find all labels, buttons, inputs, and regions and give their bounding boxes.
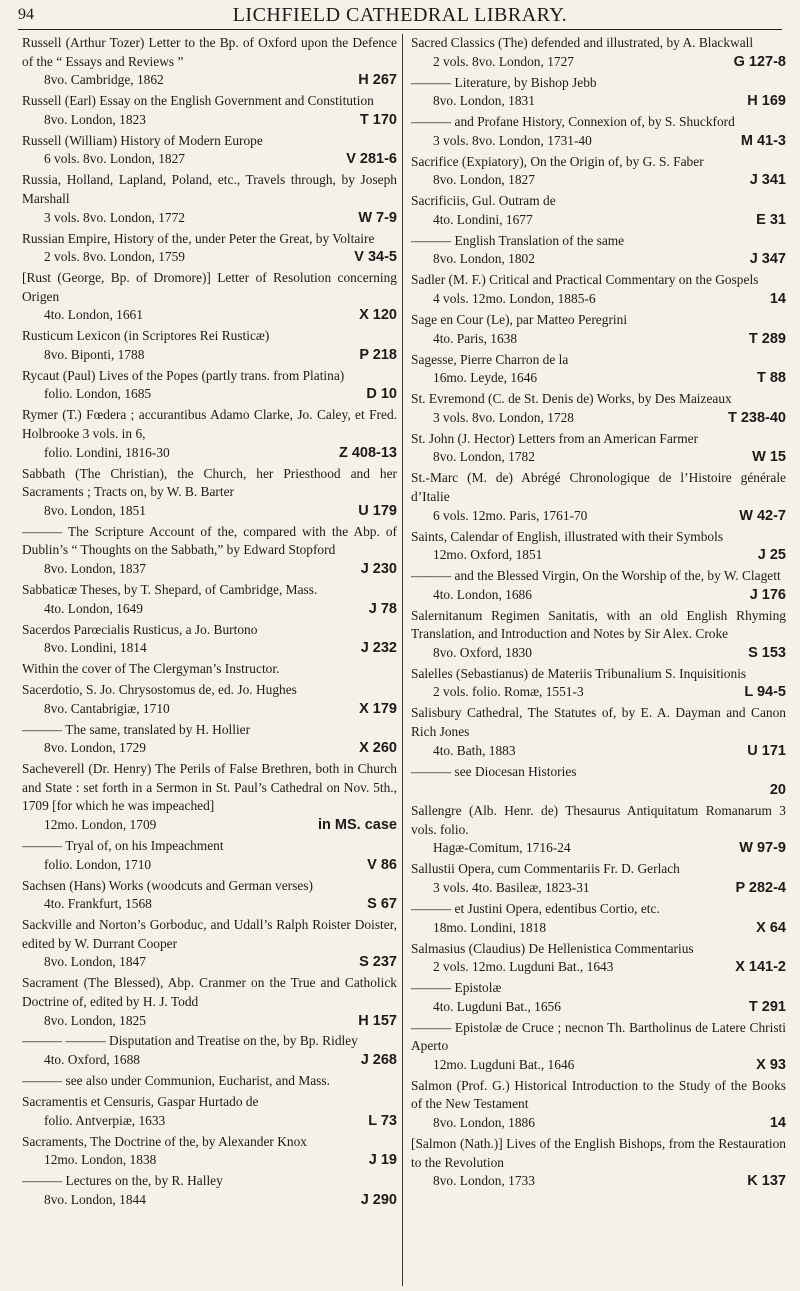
catalogue-entry xyxy=(22,1172,397,1209)
entry-imprint xyxy=(411,1172,786,1191)
entry-imprint xyxy=(22,444,397,463)
entry-format-place-year: 3 vols. 8vo. London, 1728 xyxy=(433,409,574,425)
entry-format-place-year: 6 vols. 12mo. Paris, 1761-70 xyxy=(433,507,588,523)
entry-shelfmark: in MS. case xyxy=(318,817,397,833)
catalogue-entry xyxy=(411,430,786,467)
entry-heading: St. John (J. Hector) Letters from an American Farmer xyxy=(411,430,699,446)
catalogue-entry xyxy=(22,406,397,462)
catalogue-entry xyxy=(22,171,397,227)
entry-imprint xyxy=(22,953,397,972)
entry-shelfmark: X 120 xyxy=(359,307,397,324)
entry-imprint xyxy=(22,209,397,228)
entry-heading: Sacrament (The Blessed), Abp. Cranmer on the True and Catholick Doctrine of, edited by H. J. Todd xyxy=(22,975,397,1009)
entry-imprint xyxy=(411,919,786,938)
entry-heading: ——— Epistolæ de Cruce ; necnon Th. Bartholinus de Latere Christi Aperto xyxy=(411,1019,786,1054)
entry-shelfmark: T 289 xyxy=(748,330,786,347)
catalogue-entry xyxy=(22,1133,397,1170)
entry-shelfmark: X 260 xyxy=(359,740,397,757)
entry-format-place-year: 8vo. London, 1837 xyxy=(44,560,146,576)
entry-shelfmark: E 31 xyxy=(756,211,786,228)
entry-shelfmark: U 179 xyxy=(358,502,397,519)
entry-format-place-year: 4to. Oxford, 1688 xyxy=(44,1052,140,1068)
entry-format-place-year: 12mo. Oxford, 1851 xyxy=(433,547,543,563)
entry-shelfmark: J 341 xyxy=(749,172,786,189)
entry-format-place-year: 8vo. London, 1825 xyxy=(44,1012,146,1028)
entry-heading: Sabbaticæ Theses, by T. Shepard, of Cambridge, Mass. xyxy=(22,581,318,597)
entry-imprint xyxy=(411,1114,786,1133)
entry-heading: St. Evremond (C. de St. Denis de) Works, by Des Maizeaux xyxy=(411,391,732,407)
entry-heading: ——— Lectures on the, by R. Halley xyxy=(22,1173,223,1189)
entry-shelfmark: X 141-2 xyxy=(735,959,786,976)
catalogue-entry xyxy=(22,681,397,718)
catalogue-entry xyxy=(22,581,397,618)
entry-heading: Sagesse, Pierre Charron de la xyxy=(411,351,569,367)
entry-format-place-year: 8vo. Cantabrigiæ, 1710 xyxy=(44,700,170,716)
entry-heading: Sadler (M. F.) Critical and Practical Commentary on the Gospels xyxy=(411,272,759,288)
entry-format-place-year: 8vo. London, 1844 xyxy=(44,1191,146,1207)
header-rule xyxy=(18,29,782,30)
entry-format-place-year: folio. Antverpiæ, 1633 xyxy=(44,1112,166,1128)
entry-shelfmark: J 230 xyxy=(360,560,397,577)
entry-imprint xyxy=(411,330,786,349)
entry-imprint xyxy=(22,306,397,325)
catalogue-entry xyxy=(411,1077,786,1133)
entry-heading: Sacred Classics (The) defended and illustrated, by A. Blackwall xyxy=(411,35,754,50)
entry-imprint xyxy=(411,132,786,151)
entry-heading: ——— Literature, by Bishop Jebb xyxy=(411,74,597,90)
entry-heading: Russia, Holland, Lapland, Poland, etc., Travels through, by Joseph Marshall xyxy=(22,172,397,206)
entry-imprint xyxy=(22,1112,397,1131)
catalogue-entry xyxy=(22,1032,397,1069)
catalogue-entry xyxy=(22,916,397,972)
entry-shelfmark: J 176 xyxy=(749,586,786,603)
entry-imprint xyxy=(22,1051,397,1070)
entry-shelfmark: H 267 xyxy=(358,72,397,89)
entry-shelfmark: J 25 xyxy=(757,547,786,564)
catalogue-entry xyxy=(411,113,786,150)
entry-shelfmark: J 78 xyxy=(368,600,397,617)
entry-heading: Sage en Cour (Le), par Matteo Peregrini xyxy=(411,312,628,328)
entry-heading: Salmon (Prof. G.) Historical Introduction to the Study of the Books of the New Testament xyxy=(411,1077,786,1112)
catalogue-entry xyxy=(22,230,397,267)
entry-heading: ——— Epistolæ xyxy=(411,980,502,996)
entry-imprint xyxy=(411,1056,786,1075)
entry-imprint xyxy=(22,385,397,404)
entry-shelfmark: K 137 xyxy=(747,1173,786,1190)
entry-imprint xyxy=(22,739,397,758)
entry-heading: Salisbury Cathedral, The Statutes of, by E. A. Dayman and Canon Rich Jones xyxy=(411,705,786,740)
entry-shelfmark: W 97-9 xyxy=(739,840,786,857)
entry-heading: Salelles (Sebastianus) de Materiis Tribunalium S. Inquisitionis xyxy=(411,665,747,681)
entry-imprint xyxy=(22,856,397,875)
catalogue-entry xyxy=(22,974,397,1030)
entry-heading: ——— and the Blessed Virgin, On the Worship of the, by W. Clagett xyxy=(411,568,781,584)
entry-shelfmark: W 7-9 xyxy=(358,209,397,226)
entry-shelfmark: X 179 xyxy=(359,700,397,717)
entry-imprint xyxy=(411,211,786,230)
entry-format-place-year: 8vo. Cambridge, 1862 xyxy=(44,72,164,88)
entry-format-place-year: 8vo. London, 1782 xyxy=(433,449,535,465)
entry-format-place-year: 8vo. London, 1823 xyxy=(44,111,146,127)
entry-shelfmark: D 10 xyxy=(366,386,397,403)
entry-format-place-year: folio. London, 1685 xyxy=(44,386,152,402)
entry-heading: ——— The Scripture Account of the, compared with the Abp. of Dublin’s “ Thoughts on the Sabbath,” by Edward Stopford xyxy=(22,523,397,558)
entry-imprint xyxy=(411,742,786,761)
entry-heading: Russian Empire, History of the, under Peter the Great, by Voltaire xyxy=(22,230,375,246)
catalogue-entry xyxy=(411,704,786,760)
entry-imprint xyxy=(411,507,786,526)
entry-heading: ——— English Translation of the same xyxy=(411,232,625,248)
entry-format-place-year: 12mo. London, 1709 xyxy=(44,817,157,832)
catalogue-entry xyxy=(411,311,786,348)
catalogue-entry xyxy=(22,92,397,129)
catalogue-entry xyxy=(22,1072,397,1091)
entry-heading: ——— see also under Communion, Eucharist, and Mass. xyxy=(22,1073,330,1089)
entry-format-place-year: 2 vols. 8vo. London, 1727 xyxy=(433,53,574,69)
catalogue-entry xyxy=(22,660,397,679)
entry-imprint xyxy=(22,346,397,365)
entry-imprint xyxy=(411,369,786,388)
entry-shelfmark: J 19 xyxy=(368,1152,397,1169)
entry-heading: Sallengre (Alb. Henr. de) Thesaurus Antiquitatum Romanarum 3 vols. folio. xyxy=(411,803,786,837)
entry-format-place-year: 8vo. London, 1847 xyxy=(44,954,146,970)
entry-heading: [Salmon (Nath.)] Lives of the English Bishops, from the Restauration to the Revolution xyxy=(411,1136,786,1170)
entry-format-place-year: 4to. Frankfurt, 1568 xyxy=(44,896,152,912)
entry-format-place-year: 8vo. London, 1729 xyxy=(44,740,146,756)
entry-imprint xyxy=(411,998,786,1017)
entry-format-place-year: 2 vols. 12mo. Lugduni Bat., 1643 xyxy=(433,959,614,975)
entry-shelfmark: V 281-6 xyxy=(346,151,397,168)
entry-shelfmark: S 237 xyxy=(359,954,397,971)
catalogue-entry xyxy=(411,469,786,525)
entry-heading: Rymer (T.) Fœdera ; accurantibus Adamo Clarke, Jo. Caley, et Fred. Holbrooke 3 vols. in 6, xyxy=(22,407,397,441)
catalogue-entry xyxy=(22,721,397,758)
entry-imprint xyxy=(22,816,397,835)
entry-format-place-year: 4 vols. 12mo. London, 1885-6 xyxy=(433,291,596,307)
catalogue-entry xyxy=(22,34,397,90)
entry-imprint xyxy=(411,171,786,190)
catalogue-entry xyxy=(411,940,786,977)
catalogue-entry xyxy=(22,760,397,834)
entry-heading: Sacheverell (Dr. Henry) The Perils of False Brethren, both in Church and State : set forth in a Sermon in St. Paul’s Cathedral on Nov. 5th., 1709 [for which he was impeached] xyxy=(22,761,397,814)
entry-imprint xyxy=(411,448,786,467)
entry-shelfmark: L 94-5 xyxy=(744,684,786,701)
catalogue-entry xyxy=(22,837,397,874)
entry-heading: ——— Tryal of, on his Impeachment xyxy=(22,837,224,853)
entry-shelfmark: J 232 xyxy=(360,640,397,657)
entry-format-place-year: 6 vols. 8vo. London, 1827 xyxy=(44,151,185,167)
entry-shelfmark: H 157 xyxy=(358,1012,397,1029)
catalogue-entry xyxy=(22,523,397,579)
entry-format-place-year: folio. Londini, 1816-30 xyxy=(44,444,170,460)
entry-format-place-year: 8vo. Londini, 1814 xyxy=(44,640,147,656)
entry-shelfmark: H 169 xyxy=(747,93,786,110)
entry-format-place-year: 2 vols. 8vo. London, 1759 xyxy=(44,249,185,265)
page-title: LICHFIELD CATHEDRAL LIBRARY. xyxy=(232,4,568,26)
entry-format-place-year: 4to. London, 1686 xyxy=(433,586,532,602)
catalogue-entry xyxy=(411,271,786,308)
entry-shelfmark: T 291 xyxy=(748,998,786,1015)
entry-imprint xyxy=(411,958,786,977)
catalogue-entry xyxy=(411,34,786,71)
entry-heading: Sallustii Opera, cum Commentariis Fr. D. Gerlach xyxy=(411,861,680,877)
entry-shelfmark: W 42-7 xyxy=(739,507,786,524)
entry-shelfmark: 14 xyxy=(769,1115,786,1132)
entry-format-place-year: 3 vols. 8vo. London, 1731-40 xyxy=(433,132,592,148)
catalogue-entry xyxy=(411,665,786,702)
entry-shelfmark: V 86 xyxy=(367,856,397,873)
catalogue-entry xyxy=(411,763,786,800)
entry-shelfmark: W 15 xyxy=(752,449,786,466)
entry-imprint xyxy=(411,839,786,858)
entry-shelfmark: J 290 xyxy=(360,1191,397,1208)
entry-heading: Sabbath (The Christian), the Church, her Priesthood and her Sacraments ; Tracts on, by W. B. Barter xyxy=(22,465,397,500)
entry-shelfmark: L 73 xyxy=(368,1112,397,1129)
entry-heading: [Rust (George, Bp. of Dromore)] Letter of Resolution concerning Origen xyxy=(22,270,397,304)
catalogue-entry xyxy=(411,74,786,111)
entry-imprint xyxy=(22,502,397,521)
entry-imprint xyxy=(22,111,397,130)
entry-shelfmark: P 218 xyxy=(359,346,397,363)
entry-imprint xyxy=(411,781,786,800)
entry-heading: Sackville and Norton’s Gorboduc, and Udall’s Ralph Roister Doister, edited by W. Durrant Cooper xyxy=(22,917,397,951)
entry-format-place-year: 4to. Paris, 1638 xyxy=(433,330,518,346)
entry-shelfmark: 14 xyxy=(769,291,786,308)
entry-format-place-year: 4to. Lugduni Bat., 1656 xyxy=(433,998,561,1014)
entry-heading: Salernitanum Regimen Sanitatis, with an old English Rhyming Translation, and Introduction and Notes by Sir Alex. Croke xyxy=(411,607,786,642)
entry-shelfmark: S 67 xyxy=(367,896,397,913)
entry-shelfmark: T 170 xyxy=(359,111,397,128)
catalogue-entry xyxy=(411,567,786,604)
entry-shelfmark: 20 xyxy=(769,782,786,799)
entry-format-place-year: 8vo. London, 1802 xyxy=(433,251,535,267)
entry-imprint xyxy=(411,409,786,428)
entry-format-place-year: 4to. London, 1661 xyxy=(44,307,143,323)
entry-format-place-year: 8vo. Biponti, 1788 xyxy=(44,346,145,362)
page-number: 94 xyxy=(18,6,34,23)
catalogue-entry xyxy=(411,390,786,427)
entry-imprint xyxy=(22,700,397,719)
catalogue-entry xyxy=(411,979,786,1016)
entry-imprint xyxy=(411,644,786,663)
entry-heading: Sacrifice (Expiatory), On the Origin of, by G. S. Faber xyxy=(411,153,704,169)
entry-format-place-year: Hagæ-Comitum, 1716-24 xyxy=(433,840,571,856)
entry-heading: ——— see Diocesan Histories xyxy=(411,763,577,779)
entry-format-place-year: 8vo. London, 1827 xyxy=(433,172,535,188)
entry-imprint xyxy=(22,560,397,579)
page-header xyxy=(18,4,782,30)
entry-heading: ——— et Justini Opera, edentibus Cortio, etc. xyxy=(411,900,660,916)
entry-imprint xyxy=(411,53,786,72)
entry-shelfmark: Z 408-13 xyxy=(338,444,397,461)
entry-imprint xyxy=(411,586,786,605)
entry-heading: Sacramentis et Censuris, Gaspar Hurtado de xyxy=(22,1094,259,1110)
catalogue-entry xyxy=(411,607,786,663)
entry-heading: ——— and Profane History, Connexion of, by S. Shuckford xyxy=(411,114,735,130)
catalogue-entry xyxy=(22,877,397,914)
catalogue-entry xyxy=(411,153,786,190)
entry-shelfmark: X 64 xyxy=(756,919,786,936)
catalogue-entry xyxy=(411,1135,786,1191)
catalogue-entry xyxy=(411,900,786,937)
catalogue-entry xyxy=(411,351,786,388)
entry-format-place-year: 8vo. London, 1831 xyxy=(433,93,535,109)
entry-heading: Within the cover of The Clergyman’s Instructor. xyxy=(22,661,280,677)
entry-shelfmark: J 268 xyxy=(360,1052,397,1069)
entry-imprint xyxy=(411,290,786,309)
catalogue-entry xyxy=(22,1093,397,1130)
entry-imprint xyxy=(22,71,397,90)
entry-imprint xyxy=(22,150,397,169)
entry-heading: ——— The same, translated by H. Hollier xyxy=(22,721,251,737)
entry-imprint xyxy=(22,1012,397,1031)
entry-imprint xyxy=(22,600,397,619)
entry-format-place-year: 8vo. London, 1851 xyxy=(44,502,146,518)
entry-format-place-year: 12mo. Lugduni Bat., 1646 xyxy=(433,1056,575,1072)
entry-format-place-year: 8vo. London, 1733 xyxy=(433,1173,535,1189)
entry-format-place-year: 8vo. London, 1886 xyxy=(433,1115,535,1131)
entry-heading: Sacraments, The Doctrine of the, by Alexander Knox xyxy=(22,1133,307,1149)
entry-shelfmark: X 93 xyxy=(756,1056,786,1073)
entry-shelfmark: U 171 xyxy=(747,742,786,759)
left-column xyxy=(22,34,397,1212)
catalogue-entry xyxy=(411,860,786,897)
entry-format-place-year: folio. London, 1710 xyxy=(44,856,152,872)
entry-shelfmark: T 88 xyxy=(756,370,786,387)
entry-imprint xyxy=(411,879,786,898)
entry-format-place-year: 16mo. Leyde, 1646 xyxy=(433,370,538,386)
entry-imprint xyxy=(22,639,397,658)
entry-format-place-year: 4to. Londini, 1677 xyxy=(433,211,533,227)
entry-heading: Sacerdotio, S. Jo. Chrysostomus de, ed. Jo. Hughes xyxy=(22,682,297,698)
entry-heading: Russell (Earl) Essay on the English Government and Constitution xyxy=(22,93,374,109)
entry-heading: Sacrificiis, Gul. Outram de xyxy=(411,193,556,209)
entry-heading: ——— ——— Disputation and Treatise on the, by Bp. Ridley xyxy=(22,1033,358,1049)
entry-imprint xyxy=(22,1191,397,1210)
catalogue-entry xyxy=(411,1019,786,1075)
entry-shelfmark: V 34-5 xyxy=(354,249,397,266)
entry-heading: Rusticum Lexicon (in Scriptores Rei Rusticæ) xyxy=(22,328,270,344)
entry-shelfmark: M 41-3 xyxy=(740,132,786,149)
entry-heading: St.-Marc (M. de) Abrégé Chronologique de l’Histoire générale d’Italie xyxy=(411,470,786,504)
entry-imprint xyxy=(22,248,397,267)
catalogue-entry xyxy=(22,621,397,658)
entry-format-place-year: 12mo. London, 1838 xyxy=(44,1152,157,1168)
entry-format-place-year: 4to. London, 1649 xyxy=(44,600,143,616)
entry-imprint xyxy=(411,683,786,702)
catalogue-entry xyxy=(22,132,397,169)
entry-heading: Salmasius (Claudius) De Hellenistica Commentarius xyxy=(411,940,694,956)
catalogue-entry xyxy=(22,465,397,521)
entry-heading: Sacerdos Parœcialis Rusticus, a Jo. Burtono xyxy=(22,621,258,637)
entry-shelfmark: J 347 xyxy=(749,251,786,268)
entry-shelfmark: P 282-4 xyxy=(735,879,786,896)
entry-shelfmark: G 127-8 xyxy=(733,53,786,70)
catalogue-entry xyxy=(22,367,397,404)
entry-format-place-year: 3 vols. 8vo. London, 1772 xyxy=(44,209,185,225)
entry-heading: Russell (William) History of Modern Europe xyxy=(22,132,263,148)
catalogue-entry xyxy=(22,327,397,364)
entry-format-place-year: 2 vols. folio. Romæ, 1551-3 xyxy=(433,684,584,700)
entry-heading: Saints, Calendar of English, illustrated with their Symbols xyxy=(411,528,724,544)
entry-shelfmark: S 153 xyxy=(748,644,786,661)
catalogue-entry xyxy=(411,528,786,565)
entry-heading: Rycaut (Paul) Lives of the Popes (partly trans. from Platina) xyxy=(22,367,345,383)
entry-format-place-year: 18mo. Londini, 1818 xyxy=(433,919,547,935)
catalogue-entry xyxy=(411,232,786,269)
catalogue-entry xyxy=(22,269,397,325)
entry-imprint xyxy=(411,546,786,565)
entry-shelfmark: T 238-40 xyxy=(727,409,786,426)
entry-imprint xyxy=(22,895,397,914)
entry-heading: Russell (Arthur Tozer) Letter to the Bp. of Oxford upon the Defence of the “ Essays and Reviews ” xyxy=(22,35,397,69)
entry-imprint xyxy=(411,92,786,111)
entry-imprint xyxy=(411,250,786,269)
entry-imprint xyxy=(22,1151,397,1170)
right-column xyxy=(411,34,786,1193)
column-divider xyxy=(402,34,403,1286)
entry-format-place-year: 4to. Bath, 1883 xyxy=(433,742,516,758)
entry-format-place-year: 3 vols. 4to. Basileæ, 1823-31 xyxy=(433,879,590,895)
entry-format-place-year: 8vo. Oxford, 1830 xyxy=(433,644,532,660)
catalogue-entry xyxy=(411,802,786,858)
catalogue-entry xyxy=(411,192,786,229)
entry-heading: Sachsen (Hans) Works (woodcuts and German verses) xyxy=(22,877,313,893)
